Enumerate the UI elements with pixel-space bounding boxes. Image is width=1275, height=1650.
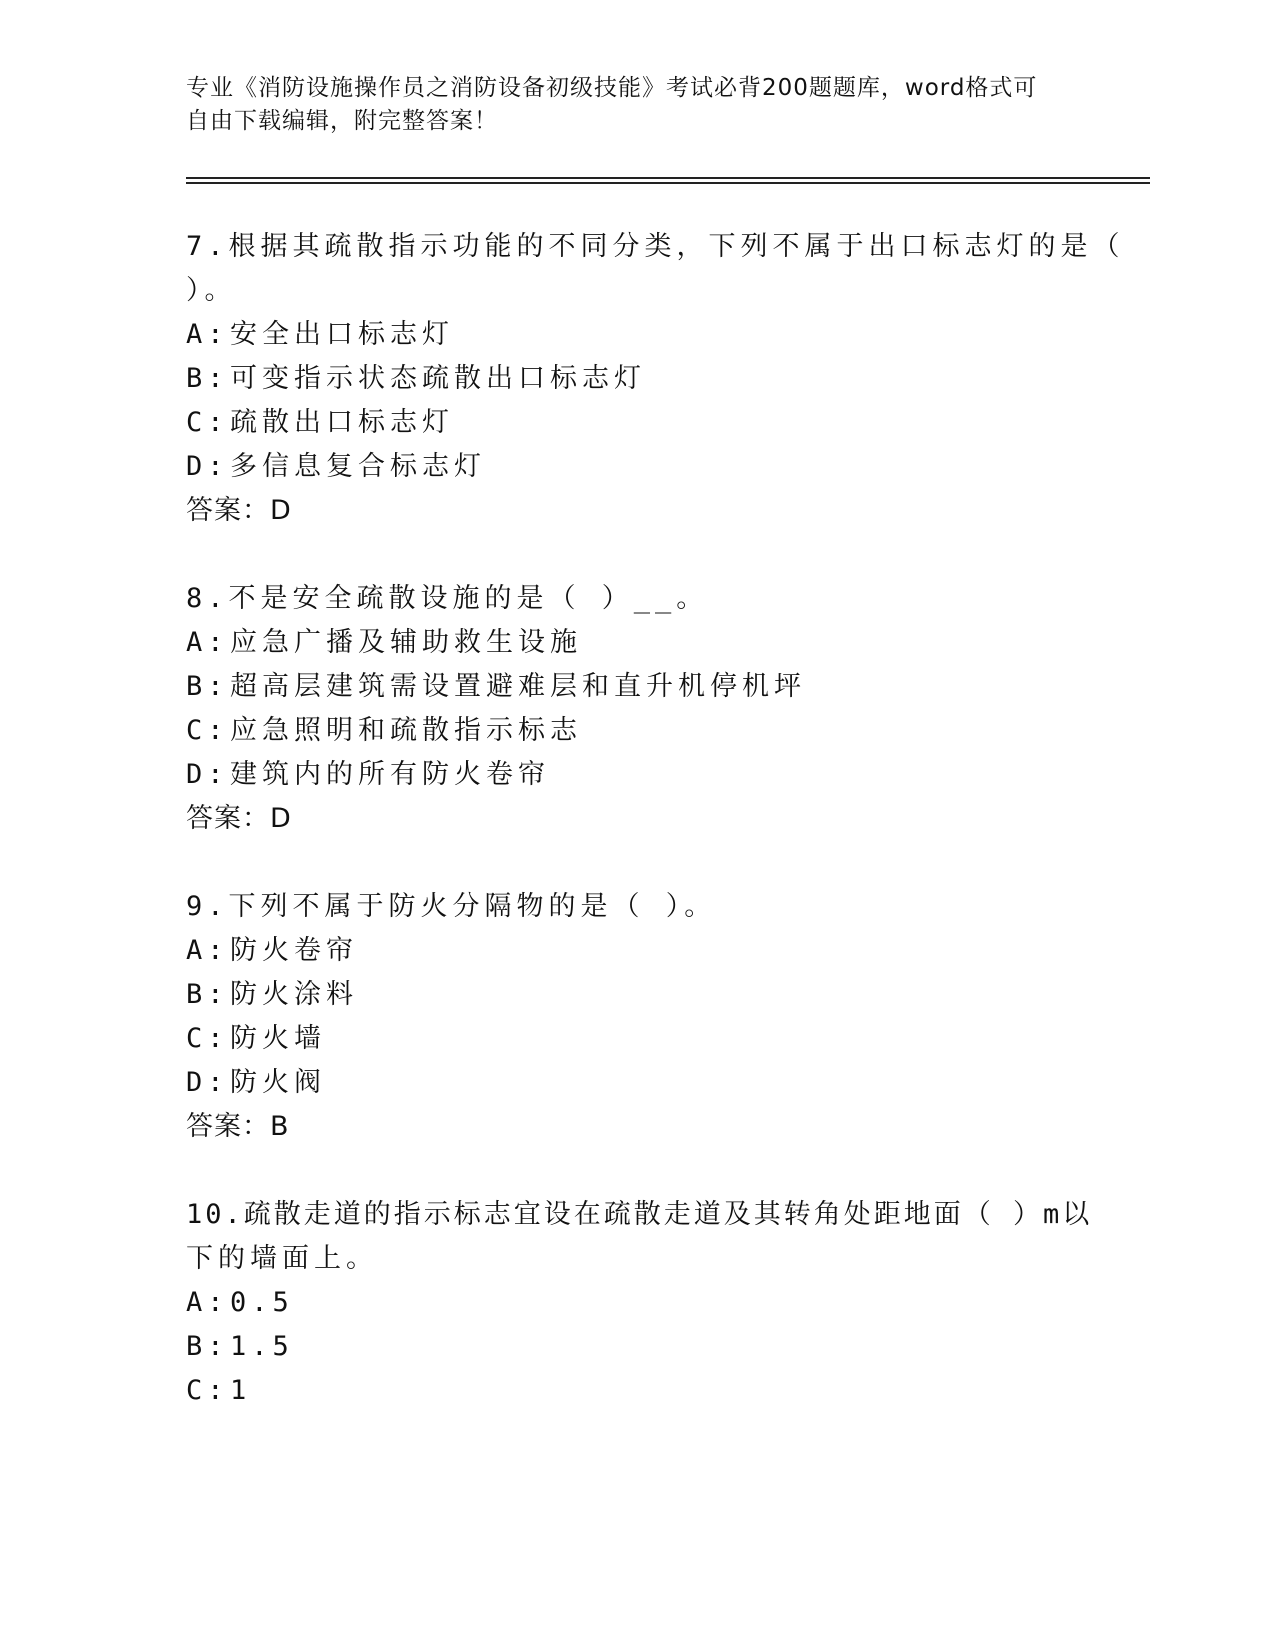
- header-divider-bottom: [186, 182, 1150, 184]
- option-label: C:: [186, 407, 229, 438]
- option-label: C:: [186, 1375, 229, 1406]
- option-text: 1: [230, 1375, 252, 1406]
- option-label: D:: [186, 451, 229, 482]
- question-9-option-a: [186, 932, 358, 970]
- document-header: [186, 72, 1066, 138]
- option-label: A:: [186, 935, 229, 966]
- option-label: C:: [186, 715, 229, 746]
- option-label: D:: [186, 759, 229, 790]
- question-9-option-b: [186, 976, 358, 1014]
- header-divider-top: [186, 177, 1150, 179]
- question-10-option-a: [186, 1284, 294, 1322]
- question-8-option-c: [186, 712, 582, 750]
- option-label: B:: [186, 671, 229, 702]
- question-8-answer: 答案：D: [186, 803, 292, 834]
- header-line-1: 专业《消防设施操作员之消防设备初级技能》考试必背200题题库，word格式可: [186, 75, 1038, 101]
- question-10-option-c: [186, 1372, 251, 1410]
- question-9-option-c: [186, 1020, 326, 1058]
- question-7-option-b: [186, 360, 646, 398]
- option-text: 安全出口标志灯: [230, 319, 454, 350]
- option-label: B:: [186, 1331, 229, 1362]
- question-7-stem-line-2: ）。: [186, 275, 237, 306]
- option-text: 防火涂料: [230, 979, 358, 1010]
- option-label: A:: [186, 319, 229, 350]
- question-8-option-d: [186, 756, 550, 794]
- question-7-answer: 答案：D: [186, 495, 292, 526]
- question-10-stem-line-1: 10.疏散走道的指示标志宜设在疏散走道及其转角处距地面（ ）m以: [186, 1199, 1093, 1230]
- option-text: 多信息复合标志灯: [230, 451, 486, 482]
- option-text: 疏散出口标志灯: [230, 407, 454, 438]
- option-label: D:: [186, 1067, 229, 1098]
- option-text: 1.5: [230, 1331, 294, 1362]
- option-text: 应急照明和疏散指示标志: [230, 715, 582, 746]
- option-label: C:: [186, 1023, 229, 1054]
- question-7-option-d: [186, 448, 486, 486]
- question-8-option-a: [186, 624, 582, 662]
- option-text: 0.5: [230, 1287, 294, 1318]
- option-text: 防火阀: [230, 1067, 326, 1098]
- question-7-stem-line-1: 7.根据其疏散指示功能的不同分类，下列不属于出口标志灯的是（: [186, 231, 1125, 262]
- question-10-stem-line-2: 下的墙面上。: [186, 1243, 378, 1274]
- question-10-option-b: [186, 1328, 294, 1366]
- option-text: 防火墙: [230, 1023, 326, 1054]
- question-9-option-d: [186, 1064, 326, 1102]
- question-8-stem: 8.不是安全疏散设施的是（ ）__。: [186, 583, 709, 614]
- option-text: 防火卷帘: [230, 935, 358, 966]
- question-8-option-b: [186, 668, 806, 706]
- option-label: A:: [186, 627, 229, 658]
- option-label: A:: [186, 1287, 229, 1318]
- question-9-stem: 9.下列不属于防火分隔物的是（ ）。: [186, 891, 717, 922]
- question-7-option-a: [186, 316, 454, 354]
- option-text: 可变指示状态疏散出口标志灯: [230, 363, 646, 394]
- option-text: 建筑内的所有防火卷帘: [230, 759, 550, 790]
- header-line-2: 自由下载编辑，附完整答案！: [186, 108, 498, 134]
- option-label: B:: [186, 363, 229, 394]
- option-text: 超高层建筑需设置避难层和直升机停机坪: [230, 671, 806, 702]
- option-label: B:: [186, 979, 229, 1010]
- question-7-option-c: [186, 404, 454, 442]
- option-text: 应急广播及辅助救生设施: [230, 627, 582, 658]
- question-9-answer: 答案：B: [186, 1111, 290, 1142]
